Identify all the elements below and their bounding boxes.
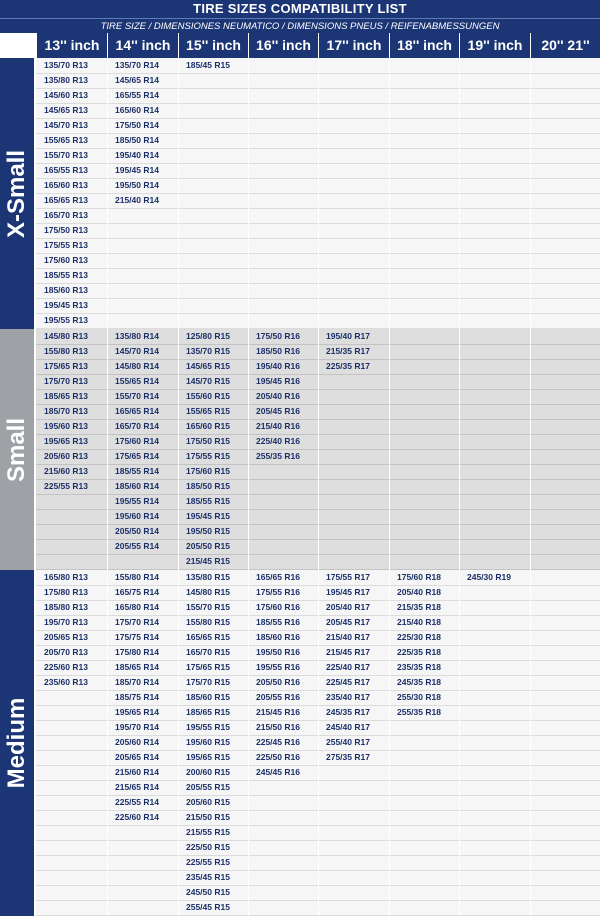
tire-size-cell: 165/75 R14 (115, 587, 159, 597)
size-column (178, 58, 248, 73)
tire-size-cell: 245/40 R17 (326, 722, 370, 732)
tire-size-cell: 195/55 R16 (256, 662, 300, 672)
tire-size-cell: 145/60 R13 (44, 90, 88, 100)
tire-size-cell: 185/60 R15 (186, 692, 230, 702)
tire-size-cell: 165/60 R13 (44, 180, 88, 190)
size-column (36, 570, 107, 690)
tire-size-cell: 185/45 R15 (186, 60, 230, 70)
column-divider (530, 329, 531, 570)
tire-size-cell: 215/60 R14 (115, 767, 159, 777)
tire-size-cell: 175/50 R16 (256, 331, 300, 341)
rim-size-header: 19'' inch (459, 33, 530, 58)
tire-size-cell: 195/40 R14 (115, 150, 159, 160)
tire-size-cell: 175/55 R15 (186, 451, 230, 461)
tire-size-cell: 205/60 R15 (186, 797, 230, 807)
size-column (318, 570, 389, 765)
tire-size-cell: 195/50 R16 (256, 647, 300, 657)
rim-size-header-row (0, 33, 600, 58)
tire-size-cell: 155/70 R15 (186, 602, 230, 612)
column-divider (178, 58, 179, 329)
tire-size-cell: 145/70 R13 (44, 120, 88, 130)
tire-size-cell: 165/60 R15 (186, 421, 230, 431)
tire-size-cell: 195/40 R17 (326, 331, 370, 341)
tire-size-cell: 145/65 R14 (115, 75, 159, 85)
size-column (389, 570, 459, 720)
tire-size-cell: 235/45 R15 (186, 872, 230, 882)
size-class-label (0, 329, 34, 570)
column-divider (530, 570, 531, 916)
tire-size-cell: 225/55 R15 (186, 857, 230, 867)
tire-size-cell: 135/80 R15 (186, 572, 230, 582)
tire-size-cell: 205/40 R16 (256, 391, 300, 401)
tire-size-cell: 205/60 R13 (44, 451, 88, 461)
size-column (36, 58, 107, 328)
tire-size-cell: 135/70 R15 (186, 346, 230, 356)
tire-size-cell: 175/55 R13 (44, 240, 88, 250)
size-class-block (36, 570, 600, 916)
tire-size-cell: 215/45 R15 (186, 556, 230, 566)
tire-size-cell: 245/30 R19 (467, 572, 511, 582)
tire-size-cell: 175/80 R13 (44, 587, 88, 597)
tire-size-cell: 225/60 R13 (44, 662, 88, 672)
tire-size-cell: 235/60 R13 (44, 677, 88, 687)
tire-size-cell: 275/35 R17 (326, 752, 370, 762)
tire-size-cell: 195/70 R13 (44, 617, 88, 627)
tire-size-cell: 155/80 R15 (186, 617, 230, 627)
tire-size-cell: 185/65 R14 (115, 662, 159, 672)
tire-size-cell: 185/60 R13 (44, 285, 88, 295)
tire-size-cell: 215/40 R16 (256, 421, 300, 431)
tire-size-cell: 245/50 R15 (186, 887, 230, 897)
tire-size-cell: 185/55 R15 (186, 496, 230, 506)
tire-size-cell: 185/50 R14 (115, 135, 159, 145)
tire-size-cell: 245/35 R18 (397, 677, 441, 687)
tire-size-cell: 215/40 R14 (115, 195, 159, 205)
tire-size-cell: 165/65 R16 (256, 572, 300, 582)
tire-size-cell: 225/40 R17 (326, 662, 370, 672)
rim-size-header: 13'' inch (36, 33, 107, 58)
tire-size-cell: 175/55 R16 (256, 587, 300, 597)
tire-size-cell: 215/35 R18 (397, 602, 441, 612)
tire-size-cell: 215/50 R15 (186, 812, 230, 822)
size-class-name: X-Small (3, 149, 30, 238)
tire-size-cell: 195/55 R13 (44, 315, 88, 325)
tire-size-cell: 215/65 R14 (115, 782, 159, 792)
tire-size-cell: 195/45 R17 (326, 587, 370, 597)
rim-size-header: 14'' inch (107, 33, 178, 58)
tire-size-cell: 185/65 R13 (44, 391, 88, 401)
tire-size-cell: 245/45 R16 (256, 767, 300, 777)
tire-size-cell: 155/80 R14 (115, 572, 159, 582)
tire-size-cell: 195/50 R14 (115, 180, 159, 190)
tire-size-cell: 125/80 R15 (186, 331, 230, 341)
tire-size-cell: 165/70 R14 (115, 421, 159, 431)
tire-size-cell: 175/50 R15 (186, 436, 230, 446)
tire-size-cell: 205/50 R15 (186, 541, 230, 551)
tire-size-cell: 215/40 R18 (397, 617, 441, 627)
tire-size-cell: 175/80 R14 (115, 647, 159, 657)
column-divider (389, 329, 390, 570)
tire-size-cell: 195/45 R14 (115, 165, 159, 175)
tire-size-cell: 205/50 R16 (256, 677, 300, 687)
tire-size-cell: 185/55 R16 (256, 617, 300, 627)
size-class-block (36, 329, 600, 570)
rim-size-header: 17'' inch (318, 33, 389, 58)
size-column (248, 570, 318, 780)
tire-size-cell: 175/60 R15 (186, 466, 230, 476)
tire-size-cell: 135/80 R13 (44, 75, 88, 85)
tire-size-cell: 225/35 R17 (326, 361, 370, 371)
tire-size-cell: 185/80 R13 (44, 602, 88, 612)
tire-size-cell: 225/60 R14 (115, 812, 159, 822)
tire-size-cell: 175/55 R17 (326, 572, 370, 582)
tire-size-cell: 145/80 R13 (44, 331, 88, 341)
tire-size-cell: 235/35 R18 (397, 662, 441, 672)
tire-size-cell: 195/45 R16 (256, 376, 300, 386)
tire-size-cell: 205/45 R16 (256, 406, 300, 416)
tire-size-cell: 185/60 R16 (256, 632, 300, 642)
tire-size-cell: 185/70 R13 (44, 406, 88, 416)
tire-size-cell: 195/60 R13 (44, 421, 88, 431)
tire-size-cell: 175/70 R13 (44, 376, 88, 386)
rim-size-header: 15'' inch (178, 33, 248, 58)
tire-size-cell: 205/40 R17 (326, 602, 370, 612)
tire-size-cell: 165/55 R14 (115, 90, 159, 100)
tire-size-cell: 165/65 R13 (44, 195, 88, 205)
rim-size-header: 16'' inch (248, 33, 318, 58)
column-divider (530, 58, 531, 329)
tire-size-cell: 185/75 R14 (115, 692, 159, 702)
tire-size-cell: 195/70 R14 (115, 722, 159, 732)
size-class-name: Small (3, 417, 30, 482)
tire-size-cell: 185/55 R14 (115, 466, 159, 476)
tire-size-cell: 205/55 R15 (186, 782, 230, 792)
tire-size-cell: 225/55 R14 (115, 797, 159, 807)
column-divider (248, 58, 249, 329)
tire-size-cell: 215/45 R17 (326, 647, 370, 657)
column-divider (459, 570, 460, 916)
tire-size-cell: 195/65 R15 (186, 752, 230, 762)
size-class-block (36, 58, 600, 329)
tire-size-cell: 215/35 R17 (326, 346, 370, 356)
tire-size-cell: 165/70 R13 (44, 210, 88, 220)
rim-size-header: 18'' inch (389, 33, 459, 58)
tire-size-cell: 255/45 R15 (186, 902, 230, 912)
tire-size-cell: 135/80 R14 (115, 331, 159, 341)
tire-size-cell: 205/70 R13 (44, 647, 88, 657)
tire-size-cell: 205/55 R16 (256, 692, 300, 702)
tire-size-cell: 195/40 R16 (256, 361, 300, 371)
chart-title: TIRE SIZES COMPATIBILITY LIST (0, 0, 600, 18)
tire-size-cell: 205/45 R17 (326, 617, 370, 627)
tire-size-cell: 165/55 R13 (44, 165, 88, 175)
tire-size-cell: 175/60 R18 (397, 572, 441, 582)
tire-size-cell: 195/45 R13 (44, 300, 88, 310)
tire-size-cell: 235/40 R17 (326, 692, 370, 702)
size-class-label (0, 570, 34, 916)
size-column (459, 570, 530, 585)
tire-size-cell: 195/65 R13 (44, 436, 88, 446)
tire-size-cell: 145/70 R14 (115, 346, 159, 356)
tire-size-cell: 255/30 R18 (397, 692, 441, 702)
tire-size-cell: 155/65 R15 (186, 406, 230, 416)
tire-size-cell: 155/60 R15 (186, 391, 230, 401)
tire-size-cell: 195/60 R15 (186, 737, 230, 747)
tire-size-cell: 195/55 R15 (186, 722, 230, 732)
tire-size-cell: 225/30 R18 (397, 632, 441, 642)
tire-size-cell: 165/60 R14 (115, 105, 159, 115)
size-column (107, 570, 178, 825)
tire-size-cell: 175/65 R15 (186, 662, 230, 672)
tire-size-cell: 245/35 R17 (326, 707, 370, 717)
size-column (107, 58, 178, 208)
tire-size-cell: 155/65 R13 (44, 135, 88, 145)
tire-size-cell: 135/70 R14 (115, 60, 159, 70)
rim-size-header: 20'' 21'' (530, 33, 600, 58)
tire-size-cell: 200/60 R15 (186, 767, 230, 777)
tire-size-cell: 175/50 R14 (115, 120, 159, 130)
tire-size-cell: 175/60 R14 (115, 436, 159, 446)
tire-size-cell: 185/50 R15 (186, 481, 230, 491)
tire-size-cell: 195/55 R14 (115, 496, 159, 506)
tire-size-cell: 225/50 R15 (186, 842, 230, 852)
size-column (36, 329, 107, 494)
tire-size-cell: 155/70 R14 (115, 391, 159, 401)
tire-size-cell: 195/65 R14 (115, 707, 159, 717)
tire-size-cell: 225/55 R13 (44, 481, 88, 491)
tire-size-cell: 165/70 R15 (186, 647, 230, 657)
tire-size-cell: 155/70 R13 (44, 150, 88, 160)
tire-size-cell: 195/45 R15 (186, 511, 230, 521)
tire-size-cell: 185/60 R14 (115, 481, 159, 491)
tire-size-cell: 185/55 R13 (44, 270, 88, 280)
tire-size-cell: 165/80 R13 (44, 572, 88, 582)
size-class-label (0, 58, 34, 329)
tire-size-cell: 185/70 R14 (115, 677, 159, 687)
tire-size-cell: 195/60 R14 (115, 511, 159, 521)
tire-size-cell: 185/65 R15 (186, 707, 230, 717)
tire-size-cell: 175/75 R14 (115, 632, 159, 642)
tire-size-cell: 135/70 R13 (44, 60, 88, 70)
tire-size-cell: 205/50 R14 (115, 526, 159, 536)
tire-size-cell: 205/55 R14 (115, 541, 159, 551)
chart-subtitle: TIRE SIZE / DIMENSIONES NEUMATICO / DIMENSIONS PNEUS / REIFENABMESSUNGEN (0, 18, 600, 33)
tire-size-cell: 145/70 R15 (186, 376, 230, 386)
tire-size-cell: 205/40 R18 (397, 587, 441, 597)
tire-size-cell: 215/40 R17 (326, 632, 370, 642)
size-column (178, 329, 248, 569)
tire-size-cell: 225/45 R16 (256, 737, 300, 747)
tire-size-cell: 255/35 R18 (397, 707, 441, 717)
tire-size-cell: 145/65 R15 (186, 361, 230, 371)
tire-size-cell: 165/65 R14 (115, 406, 159, 416)
size-column (318, 329, 389, 374)
tire-size-cell: 175/70 R14 (115, 617, 159, 627)
tire-size-cell: 175/65 R13 (44, 361, 88, 371)
size-column (178, 570, 248, 915)
tire-size-cell: 225/35 R18 (397, 647, 441, 657)
tire-size-cell: 215/60 R13 (44, 466, 88, 476)
size-column (248, 329, 318, 464)
tire-size-cell: 215/45 R16 (256, 707, 300, 717)
tire-size-cell: 175/60 R16 (256, 602, 300, 612)
tire-size-cell: 185/50 R16 (256, 346, 300, 356)
tire-size-cell: 175/65 R14 (115, 451, 159, 461)
tire-size-cell: 205/65 R13 (44, 632, 88, 642)
tire-size-cell: 205/60 R14 (115, 737, 159, 747)
tire-size-cell: 145/80 R14 (115, 361, 159, 371)
tire-size-cell: 175/70 R15 (186, 677, 230, 687)
tire-size-cell: 255/40 R17 (326, 737, 370, 747)
header-corner (0, 33, 36, 58)
column-divider (459, 58, 460, 329)
tire-size-cell: 175/60 R13 (44, 255, 88, 265)
tire-size-cell: 225/40 R16 (256, 436, 300, 446)
tire-size-cell: 145/65 R13 (44, 105, 88, 115)
tire-size-cell: 205/65 R14 (115, 752, 159, 762)
tire-size-cell: 225/45 R17 (326, 677, 370, 687)
column-divider (389, 58, 390, 329)
tire-size-cell: 215/50 R16 (256, 722, 300, 732)
size-column (107, 329, 178, 554)
size-class-name: Medium (3, 697, 30, 789)
tire-size-cell: 165/80 R14 (115, 602, 159, 612)
tire-size-cell: 155/65 R14 (115, 376, 159, 386)
column-divider (459, 329, 460, 570)
tire-size-cell: 155/80 R13 (44, 346, 88, 356)
tire-size-cell: 215/55 R15 (186, 827, 230, 837)
column-divider (318, 58, 319, 329)
tire-size-cell: 255/35 R16 (256, 451, 300, 461)
tire-size-cell: 225/50 R16 (256, 752, 300, 762)
tire-size-cell: 165/65 R15 (186, 632, 230, 642)
tire-size-cell: 195/50 R15 (186, 526, 230, 536)
tire-size-cell: 175/50 R13 (44, 225, 88, 235)
tire-size-cell: 145/80 R15 (186, 587, 230, 597)
